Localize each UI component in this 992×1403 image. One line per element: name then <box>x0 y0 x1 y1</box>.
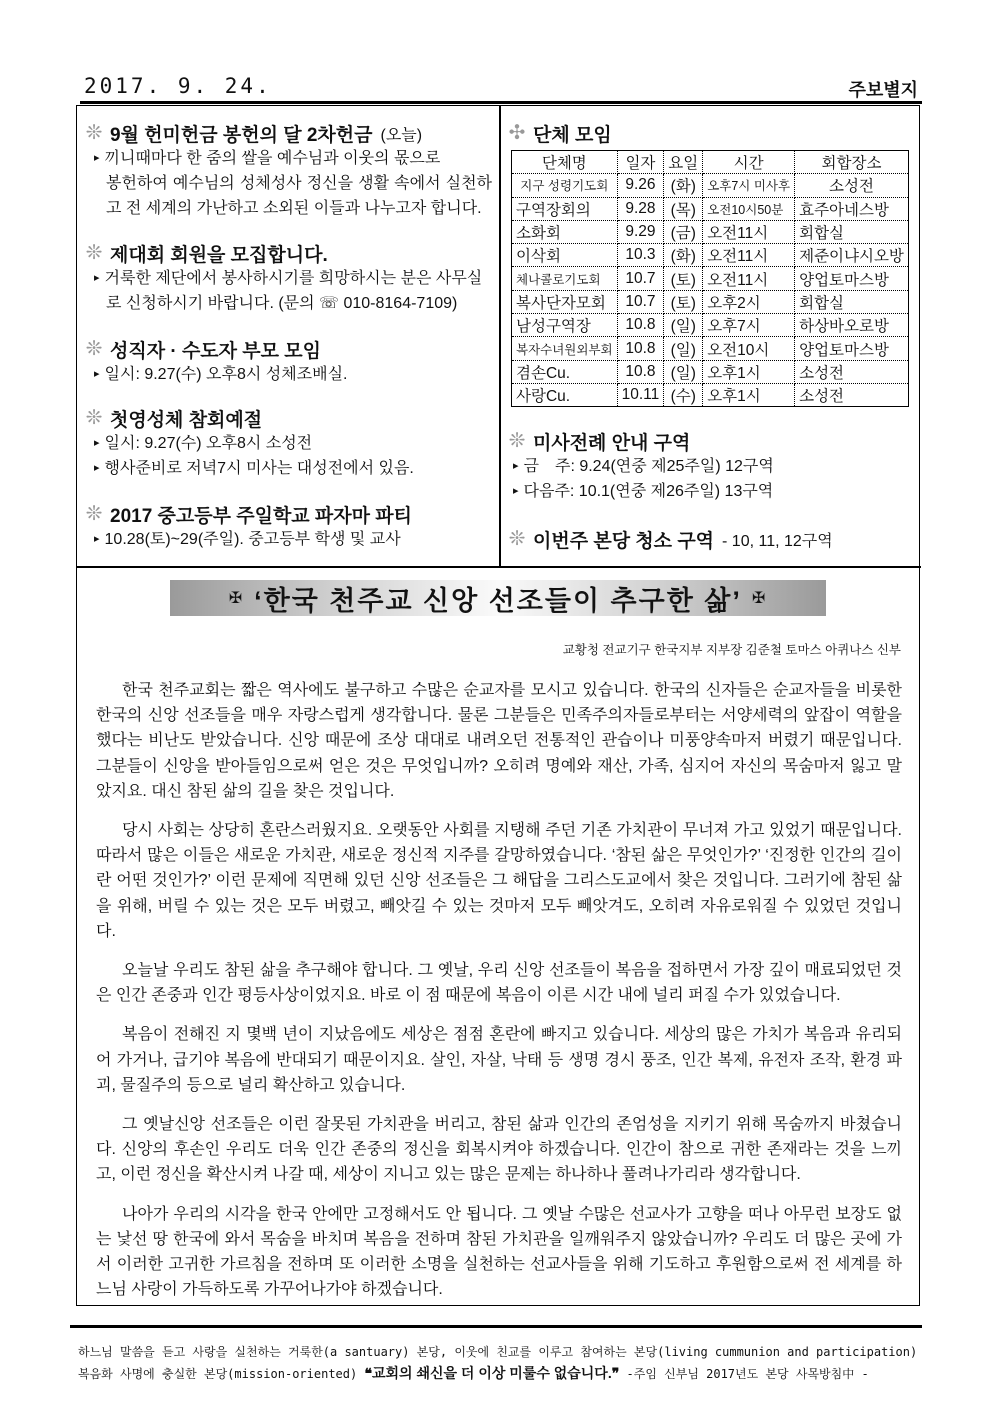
table-cell: 양업토마스방 <box>795 267 909 290</box>
table-row <box>512 383 909 406</box>
notice-title: 첫영성체 참회예절 <box>110 409 263 431</box>
article-paragraph: 나아가 우리의 시각을 한국 안에만 고정해서도 안 됩니다. 그 옛날 수많은 선교사가 고향을 떠나 아무런 보장도 없는 낯선 땅 한국에 와서 목숨을 바치며 복음을 전하며 참된 가치관을 일깨워주지 않았습니까? 우리도 더 많은 곳에 가서 이러한 고귀한 가르침을 전하며 또 이러한 소명을 실천하는 선교사들을 위해 기도하고 후원함으로써 전 세계를 하느님 사랑이 가득하도록 가꾸어나가야 하겠습니다. <box>96 1205 902 1299</box>
table-cell: (토) <box>664 267 703 290</box>
table-cell: 10.8 <box>617 360 664 383</box>
footer-mission: 복음화 사명에 충실한 본당(mission-oriented) <box>78 1367 358 1381</box>
table-cell: 체나콜로기도회 <box>512 267 618 290</box>
table-row <box>512 337 909 360</box>
notice-text: 로 신청하시기 바랍니다. (문의 ☏ 010-8164-7109) <box>106 295 458 312</box>
table-cell: (일) <box>664 337 703 360</box>
table-cell: 10.7 <box>617 267 664 290</box>
column-header: 회합장소 <box>795 151 909 174</box>
header-divider <box>80 101 922 104</box>
notice-title: 2017 중고등부 주일학교 파자마 파티 <box>110 505 412 527</box>
footer-quote: ❝교회의 쇄신을 더 이상 미룰수 없습니다.❞ <box>364 1365 620 1381</box>
cleaning-section <box>507 526 907 552</box>
table-cell: 9.26 <box>617 174 664 197</box>
table-cell: 10.3 <box>617 244 664 267</box>
column-header: 단체명 <box>512 151 618 174</box>
table-row <box>512 290 909 313</box>
article-paragraph: 복음이 전해진 지 몇백 년이 지났음에도 세상은 점점 혼란에 빠지고 있습니다. 세상의 많은 가치가 복음과 유리되어 가거나, 급기야 복음에 반대되기 때문이지요. 살인, 자살, 낙태 등 생명 경시 풍조, 인간 복제, 유전자 조작, 환경 파괴, 물질주의 등으로 널리 확산하고 있습니다. <box>96 1026 902 1094</box>
notice-title: 성직자 · 수도자 부모 모임 <box>110 340 321 362</box>
footer-source: -주임 신부님 2017년도 본당 사목방침中 - <box>626 1367 869 1381</box>
cleaning-title: 이번주 본당 청소 구역 <box>533 530 715 552</box>
asterism-icon: ❊ <box>85 407 103 429</box>
mass-liturgy-section <box>507 428 907 504</box>
notice-pajama-party <box>84 501 492 552</box>
asterism-icon: ❊ <box>508 430 526 452</box>
notice-bullet: ▸ 거룩한 제단에서 봉사하시기를 희망하시는 분은 사무실 <box>84 266 492 291</box>
mass-next-week: ▸ 다음주: 10.1(연중 제26주일) 13구역 <box>507 479 907 504</box>
notice-title: 9월 헌미헌금 봉헌의 달 2차헌금 <box>110 124 373 146</box>
notice-altar-society <box>84 240 492 316</box>
table-cell: 이삭회 <box>512 244 618 267</box>
table-cell: 남성구역장 <box>512 314 618 337</box>
notice-note: (오늘) <box>380 126 423 144</box>
groups-heading <box>507 120 612 146</box>
table-cell: 오전10시50분 <box>703 197 795 220</box>
table-row <box>512 220 909 243</box>
column-header: 요일 <box>664 151 703 174</box>
notice-text: 봉헌하여 예수님의 성체성사 정신을 생활 속에서 실천하고 전 세계의 가난하고 소외된 이들과 나누고자 합니다. <box>106 175 492 217</box>
column-divider <box>499 105 501 567</box>
section-divider <box>76 566 921 568</box>
table-cell: 10.8 <box>617 337 664 360</box>
table-cell: 오전10시 <box>703 337 795 360</box>
groups-title: 단체 모임 <box>533 124 612 146</box>
group-meetings-table <box>511 150 909 407</box>
cross-icon: ✠ <box>751 590 768 607</box>
table-cell: 오전11시 <box>703 220 795 243</box>
cross-sparkle-icon: ✣ <box>508 122 526 144</box>
table-cell: 소화회 <box>512 220 618 243</box>
table-cell: 9.28 <box>617 197 664 220</box>
notice-bullet: ▸ 행사준비로 저녁7시 미사는 대성전에서 있음. <box>84 456 492 481</box>
notice-clergy-parents <box>84 336 492 387</box>
table-cell: 오후1시 <box>703 360 795 383</box>
footer-line-1: 하느님 말씀을 듣고 사랑을 실천하는 거룩한(a santuary) 본당, 이웃에 친교를 이루고 참여하는 본당(living cummunion and participation) <box>78 1345 918 1359</box>
table-cell: 회합실 <box>795 220 909 243</box>
table-row <box>512 360 909 383</box>
notice-bullet: ▸ 10.28(토)~29(주일). 중고등부 학생 및 교사 <box>84 527 492 552</box>
article-body <box>96 678 902 1316</box>
article-paragraph: 오늘날 우리도 참된 삶을 추구해야 합니다. 그 옛날, 우리 신앙 선조들이 복음을 접하면서 가장 깊이 매료되었던 것은 인간 존중과 인간 평등사상이었지요. 바로 이 점 때문에 복음이 이른 시간 내에 널리 퍼질 수가 있었습니다. <box>96 962 902 1005</box>
mass-title: 미사전례 안내 구역 <box>533 432 691 454</box>
table-cell: (화) <box>664 174 703 197</box>
asterism-icon: ❊ <box>85 122 103 144</box>
table-cell: 10.11 <box>617 383 664 406</box>
table-header-row <box>512 151 909 174</box>
article-paragraph: 한국 천주교회는 짧은 역사에도 불구하고 수많은 순교자를 모시고 있습니다. 한국의 신자들은 순교자들을 비롯한 한국의 신앙 선조들을 매우 자랑스럽게 생각합니다. 물론 그분들은 민족주의자들로부터는 서양세력의 앞잡이 역할을 했다는 비난도 받았습니다. 신앙 때문에 조상 대대로 내려오던 전통적인 관습이나 미풍양속마저 버렸기 때문입니다. 그분들이 신앙을 받아들임으로써 얻은 것은 무엇입니까? 오히려 명예와 재산, 가족, 심지어 자신의 목숨마저 잃고 말았지요. 대신 참된 삶의 길을 찾은 것입니다. <box>96 682 902 800</box>
table-cell: 복사단자모회 <box>512 290 618 313</box>
cleaning-value: - 10, 11, 12구역 <box>722 532 833 550</box>
notice-bullet: ▸ 끼니때마다 한 줌의 쌀을 예수님과 이웃의 몫으로 <box>84 146 492 171</box>
footer-divider <box>70 1325 922 1328</box>
table-cell: 9.29 <box>617 220 664 243</box>
table-cell: 10.7 <box>617 290 664 313</box>
table-cell: 겸손Cu. <box>512 360 618 383</box>
article-paragraph: 당시 사회는 상당히 혼란스러웠지요. 오랫동안 사회를 지탱해 주던 기존 가치관이 무너져 가고 있었기 때문입니다. 따라서 많은 이들은 새로운 가치관, 새로운 정신적 지주를 갈망하였습니다. ‘참된 삶은 무엇인가?’ ‘진정한 인간의 길이란 어떤 것인가?’ 이런 문제에 직면해 있던 신앙 선조들은 그 해답을 그리스도교에서 찾은 것입니다. 그러기에 참된 삶을 위해, 버릴 수 있는 것은 모두 버렸고, 빼앗길 수 있는 것마저 모두 빼앗겨도, 오히려 자유로워질 수 있었던 것입니다. <box>96 822 902 940</box>
notice-bullet: ▸ 일시: 9.27(수) 오후8시 성체조배실. <box>84 362 492 387</box>
asterism-icon: ❊ <box>85 503 103 525</box>
table-cell: 사랑Cu. <box>512 383 618 406</box>
table-cell: 오전11시 <box>703 267 795 290</box>
table-cell: 지구 성령기도회 <box>512 174 618 197</box>
table-cell: 소성전 <box>795 174 909 197</box>
column-header: 일자 <box>617 151 664 174</box>
article-author: 교황청 전교기구 한국지부 지부장 김준철 토마스 아퀴나스 신부 <box>562 643 901 657</box>
table-cell: 제준이냐시오방 <box>795 244 909 267</box>
cross-icon: ✠ <box>228 590 245 607</box>
table-cell: (일) <box>664 360 703 383</box>
table-cell: (일) <box>664 314 703 337</box>
table-cell: 하상바오로방 <box>795 314 909 337</box>
bulletin-subtitle: 주보별지 <box>848 80 918 100</box>
asterism-icon: ❊ <box>85 338 103 360</box>
table-row <box>512 314 909 337</box>
asterism-icon: ❊ <box>508 528 526 550</box>
column-header: 시간 <box>703 151 795 174</box>
table-cell: (금) <box>664 220 703 243</box>
table-cell: 소성전 <box>795 360 909 383</box>
table-cell: 오후2시 <box>703 290 795 313</box>
table-cell: 오후7시 미사후 <box>703 174 795 197</box>
table-cell: 오후1시 <box>703 383 795 406</box>
table-cell: 오후7시 <box>703 314 795 337</box>
table-cell: (목) <box>664 197 703 220</box>
mass-this-week: ▸ 금 주: 9.24(연중 제25주일) 12구역 <box>507 454 907 479</box>
table-row <box>512 267 909 290</box>
table-cell: 효주아네스방 <box>795 197 909 220</box>
table-cell: 회합실 <box>795 290 909 313</box>
table-cell: 양업토마스방 <box>795 337 909 360</box>
article-title-banner <box>170 580 826 616</box>
table-row <box>512 197 909 220</box>
table-row <box>512 244 909 267</box>
table-cell: (화) <box>664 244 703 267</box>
table-cell: (토) <box>664 290 703 313</box>
table-cell: 오전11시 <box>703 244 795 267</box>
notice-first-communion <box>84 405 492 481</box>
bulletin-date: 2017. 9. 24. <box>84 74 272 98</box>
table-cell: 소성전 <box>795 383 909 406</box>
asterism-icon: ❊ <box>85 242 103 264</box>
notice-bullet: ▸ 일시: 9.27(수) 오후8시 소성전 <box>84 431 492 456</box>
footer-line-2 <box>78 1363 869 1383</box>
table-cell: 구역장회의 <box>512 197 618 220</box>
article-paragraph: 그 옛날신앙 선조들은 이런 잘못된 가치관을 버리고, 참된 삶과 인간의 존엄성을 지키기 위해 목숨까지 바쳤습니다. 신앙의 후손인 우리도 더욱 인간 존중의 정신을 회복시켜야 하겠습니다. 인간이 참으로 귀한 존재라는 것을 느끼고, 이런 정신을 확산시켜 나갈 때, 세상이 지니고 있는 많은 문제는 하나하나 풀려나가리라 생각합니다. <box>96 1116 902 1184</box>
table-cell: (수) <box>664 383 703 406</box>
table-cell: 10.8 <box>617 314 664 337</box>
table-cell: 복자수녀원외부회 <box>512 337 618 360</box>
table-row <box>512 174 909 197</box>
notice-title: 제대회 회원을 모집합니다. <box>110 244 328 266</box>
article-title: ‘한국 천주교 신앙 선조들이 추구한 삶’ <box>254 585 742 616</box>
notice-offering <box>84 120 492 221</box>
